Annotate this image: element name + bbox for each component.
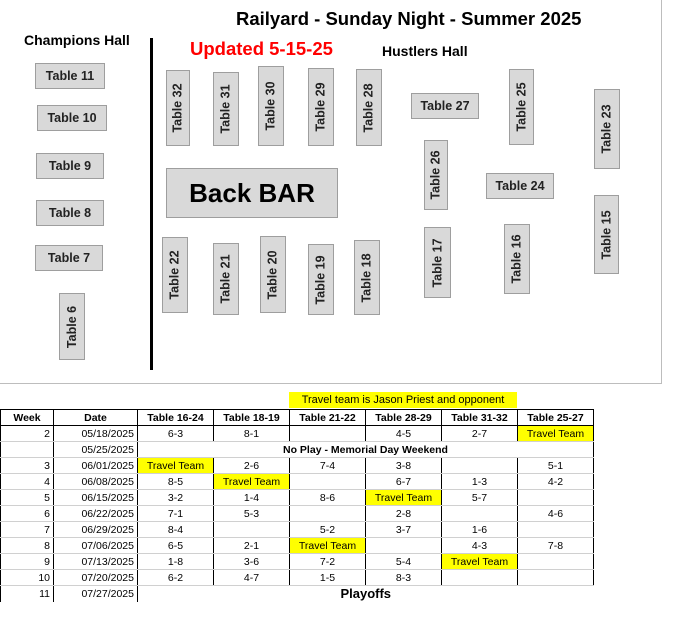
week-cell: 4: [1, 474, 54, 490]
travel-team-note: Travel team is Jason Priest and opponent: [289, 392, 517, 408]
match-cell: [442, 570, 518, 586]
week-cell: [1, 442, 54, 458]
date-cell: 06/22/2025: [54, 506, 138, 522]
match-cell: Travel Team: [214, 474, 290, 490]
match-cell: 7-8: [518, 538, 594, 554]
match-cell: 5-7: [442, 490, 518, 506]
match-cell: 8-1: [214, 426, 290, 442]
table-26-label: Table 26: [429, 150, 444, 200]
table-25[interactable]: [509, 69, 534, 145]
table-10[interactable]: [37, 105, 107, 131]
match-cell: 6-7: [366, 474, 442, 490]
hall-divider: [150, 38, 153, 370]
date-cell: 06/29/2025: [54, 522, 138, 538]
table-18-label: Table 18: [360, 252, 375, 303]
table-11-label: Table 11: [45, 69, 95, 83]
match-cell: 7-2: [290, 554, 366, 570]
table-17-label: Table 17: [430, 237, 445, 288]
match-cell: [518, 554, 594, 570]
table-29[interactable]: [308, 68, 334, 146]
week-cell: 10: [1, 570, 54, 586]
header-table-16-24: Table 16-24: [138, 410, 214, 426]
table-22[interactable]: [162, 237, 188, 313]
match-cell: 5-3: [214, 506, 290, 522]
table-24[interactable]: [486, 173, 554, 199]
match-cell: 5-2: [290, 522, 366, 538]
match-cell: 6-5: [138, 538, 214, 554]
table-row: [1, 474, 594, 490]
table-row: [1, 586, 594, 602]
week-cell: 5: [1, 490, 54, 506]
table-28[interactable]: [356, 69, 382, 146]
match-cell: 8-4: [138, 522, 214, 538]
table-10-label: Table 10: [47, 111, 97, 125]
date-cell: 05/25/2025: [54, 442, 138, 458]
header-table-25-27: Table 25-27: [518, 410, 594, 426]
table-6[interactable]: [59, 293, 85, 360]
table-21[interactable]: [213, 243, 239, 315]
match-cell: Travel Team: [138, 458, 214, 474]
table-16-label: Table 16: [510, 234, 525, 284]
week-cell: 8: [1, 538, 54, 554]
match-cell: 7-1: [138, 506, 214, 522]
match-cell: 2-6: [214, 458, 290, 474]
table-32-label: Table 32: [171, 83, 186, 133]
match-cell: 4-7: [214, 570, 290, 586]
hustlers-hall-label: Hustlers Hall: [382, 43, 468, 59]
page-title: Railyard - Sunday Night - Summer 2025: [236, 8, 582, 29]
table-7[interactable]: [35, 245, 103, 271]
match-cell: [442, 506, 518, 522]
table-27[interactable]: [411, 93, 479, 119]
header-table-18-19: Table 18-19: [214, 410, 290, 426]
table-15[interactable]: [594, 195, 619, 274]
table-16[interactable]: [504, 224, 530, 294]
table-26[interactable]: [424, 140, 448, 210]
table-25-label: Table 25: [514, 82, 529, 132]
match-cell: [290, 474, 366, 490]
match-cell: 6-3: [138, 426, 214, 442]
schedule-table: [0, 409, 594, 602]
match-cell: Travel Team: [518, 426, 594, 442]
back-bar: Back BAR: [166, 168, 338, 218]
date-cell: 07/13/2025: [54, 554, 138, 570]
playoffs-label: Playoffs: [138, 586, 594, 602]
match-cell: 4-5: [366, 426, 442, 442]
table-32[interactable]: [166, 70, 190, 146]
date-cell: 06/15/2025: [54, 490, 138, 506]
table-19[interactable]: [308, 244, 334, 315]
table-row: [1, 426, 594, 442]
champions-hall-label: Champions Hall: [24, 32, 130, 48]
date-cell: 07/20/2025: [54, 570, 138, 586]
match-cell: 1-3: [442, 474, 518, 490]
week-cell: 11: [1, 586, 54, 602]
table-31-label: Table 31: [219, 84, 234, 134]
table-23-label: Table 23: [600, 104, 615, 154]
match-cell: [518, 570, 594, 586]
table-row: [1, 458, 594, 474]
match-cell: Travel Team: [366, 490, 442, 506]
table-20[interactable]: [260, 236, 286, 313]
table-19-label: Table 19: [314, 254, 329, 305]
date-cell: 06/01/2025: [54, 458, 138, 474]
match-cell: [442, 458, 518, 474]
match-cell: [518, 490, 594, 506]
table-row: [1, 554, 594, 570]
week-cell: 7: [1, 522, 54, 538]
match-cell: 4-3: [442, 538, 518, 554]
match-cell: 7-4: [290, 458, 366, 474]
date-cell: 07/06/2025: [54, 538, 138, 554]
table-9-label: Table 9: [48, 159, 92, 173]
match-cell: 6-2: [138, 570, 214, 586]
table-29-label: Table 29: [314, 82, 329, 132]
table-row: [1, 570, 594, 586]
table-row: [1, 442, 594, 458]
table-27-label: Table 27: [420, 99, 470, 113]
no-play-banner: No Play - Memorial Day Weekend: [138, 442, 594, 458]
match-cell: 3-7: [366, 522, 442, 538]
match-cell: 1-5: [290, 570, 366, 586]
table-24-label: Table 24: [495, 179, 545, 193]
week-cell: 3: [1, 458, 54, 474]
match-cell: 8-3: [366, 570, 442, 586]
match-cell: [366, 538, 442, 554]
table-30[interactable]: [258, 66, 284, 146]
match-cell: [290, 426, 366, 442]
match-cell: 1-4: [214, 490, 290, 506]
table-30-label: Table 30: [264, 81, 279, 131]
header-table-28-29: Table 28-29: [366, 410, 442, 426]
match-cell: 2-8: [366, 506, 442, 522]
table-8-label: Table 8: [48, 206, 92, 220]
date-cell: 06/08/2025: [54, 474, 138, 490]
header-week: Week: [1, 410, 54, 426]
week-cell: 9: [1, 554, 54, 570]
header-date: Date: [54, 410, 138, 426]
table-20-label: Table 20: [266, 249, 281, 300]
table-18[interactable]: [354, 240, 380, 315]
match-cell: 3-6: [214, 554, 290, 570]
match-cell: 8-6: [290, 490, 366, 506]
table-21-label: Table 21: [219, 254, 234, 304]
week-cell: 2: [1, 426, 54, 442]
match-cell: 8-5: [138, 474, 214, 490]
match-cell: 4-2: [518, 474, 594, 490]
match-cell: Travel Team: [442, 554, 518, 570]
date-cell: 05/18/2025: [54, 426, 138, 442]
table-11[interactable]: [35, 63, 105, 89]
match-cell: Travel Team: [290, 538, 366, 554]
match-cell: 5-1: [518, 458, 594, 474]
header-table-21-22: Table 21-22: [290, 410, 366, 426]
match-cell: 1-6: [442, 522, 518, 538]
match-cell: 2-1: [214, 538, 290, 554]
match-cell: [518, 522, 594, 538]
match-cell: 5-4: [366, 554, 442, 570]
table-row: [1, 490, 594, 506]
table-15-label: Table 15: [599, 209, 614, 260]
table-31[interactable]: [213, 72, 239, 146]
match-cell: 1-8: [138, 554, 214, 570]
header-table-31-32: Table 31-32: [442, 410, 518, 426]
schedule-header-row: [1, 410, 594, 426]
table-7-label: Table 7: [47, 251, 91, 265]
match-cell: 3-2: [138, 490, 214, 506]
match-cell: 3-8: [366, 458, 442, 474]
match-cell: [290, 506, 366, 522]
table-row: [1, 522, 594, 538]
table-row: [1, 538, 594, 554]
table-9[interactable]: [36, 153, 104, 179]
table-row: [1, 506, 594, 522]
table-28-label: Table 28: [362, 82, 377, 133]
updated-label: Updated 5-15-25: [190, 38, 333, 59]
table-22-label: Table 22: [168, 250, 183, 300]
table-17[interactable]: [424, 227, 451, 298]
match-cell: 2-7: [442, 426, 518, 442]
table-23[interactable]: [594, 89, 620, 169]
date-cell: 07/27/2025: [54, 586, 138, 602]
match-cell: 4-6: [518, 506, 594, 522]
table-6-label: Table 6: [65, 305, 79, 348]
week-cell: 6: [1, 506, 54, 522]
match-cell: [214, 522, 290, 538]
table-8[interactable]: [36, 200, 104, 226]
